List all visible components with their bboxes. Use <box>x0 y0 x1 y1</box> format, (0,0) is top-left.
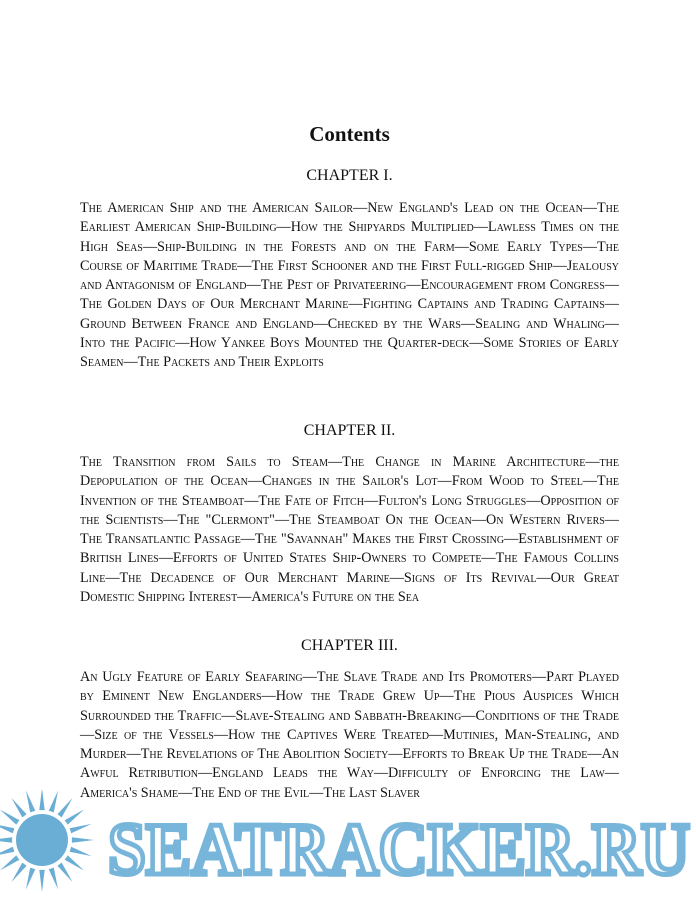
chapter-3-summary: An Ugly Feature of Early Seafaring—The Slave Trade and Its Promoters—Part Played by Eminent New Englanders—How the Trade Grew Up—The Pious Auspices Which Surrounded the Traffic—Slave-Stealing and Sabbath-Breaking—Conditions of the Trade—Size of the Vessels—How the Captives Were Treated—Mutinies, Man-Stealing, and Murder—The Revelations of The Abolition Society—Efforts to Break Up the Trade—An Awful Retribution—England Leads the Way—Difficulty of Enforcing the Law—America's Shame—The End of the Evil—The Last Slaver <box>80 669 619 801</box>
watermark-graphic <box>0 790 696 900</box>
sun-ray <box>11 798 26 818</box>
sun-ray <box>65 855 85 870</box>
chapter-1-heading: CHAPTER I. <box>306 167 393 184</box>
sun-ray <box>11 863 26 883</box>
sun-ray <box>49 868 58 890</box>
page-title: Contents <box>309 122 390 146</box>
sun-ray <box>0 824 14 833</box>
sun-icon <box>0 790 94 892</box>
sun-ray <box>70 824 92 833</box>
sun-ray <box>0 837 12 842</box>
sun-ray <box>26 868 35 890</box>
chapter-2-heading: CHAPTER II. <box>303 422 396 439</box>
watermark-text: SEATRACKER.RU <box>108 809 690 891</box>
sun-ray <box>57 863 72 883</box>
sun-ray <box>65 809 85 824</box>
chapter-2-summary: The Transition from Sails to Steam—The Change in Marine Architecture—the Depopulation of the Ocean—Changes in the Sailor's Lot—From Wood to Steel—The Invention of the Steamboat—The Fate of Fitch—Fulton's Long Struggles—Opposition of the Scientists—The "Clermont"—The Steamboat On the Ocean—On Western Rivers—The Transatlantic Passage—The "Savannah" Makes the First Crossing—Establishment of British Lines—Efforts of United States Ship-Owners to Compete—The Famous Collins Line—The Decadence of Our Merchant Marine—Signs of Its Revival—Our Great Domestic Shipping Interest—America's Future on the Sea <box>80 454 619 606</box>
sun-ray <box>39 790 44 810</box>
sun-ray <box>72 837 94 842</box>
sun-ray <box>57 798 72 818</box>
chapter-3-heading: CHAPTER III. <box>301 637 398 654</box>
sun-ray <box>26 791 35 813</box>
sun-ray <box>70 847 92 856</box>
chapter-1-summary: The American Ship and the American Sailor—New England's Lead on the Ocean—The Earliest American Ship-Building—How the Shipyards Multiplied—Lawless Times on the High Seas—Ship-Building in the Forests and on the Farm—Some Early Types—The Course of Maritime Trade—The First Schooner and the First Full-rigged Ship—Jealousy and Antagonism of England—The Pest of Privateering—Encouragement from Congress—The Golden Days of Our Merchant Marine—Fighting Captains and Trading Captains—Ground Between France and England—Checked by the Wars—Sealing and Whaling—Into the Pacific—How Yankee Boys Mounted the Quarter-deck—Some Stories of Early Seamen—The Packets and Their Exploits <box>80 200 619 371</box>
sun-ray <box>0 847 14 856</box>
sun-ray <box>0 855 19 870</box>
watermark <box>0 790 696 900</box>
sun-ray <box>0 809 19 824</box>
sun-ray <box>49 791 58 813</box>
sun-ray <box>39 870 44 892</box>
